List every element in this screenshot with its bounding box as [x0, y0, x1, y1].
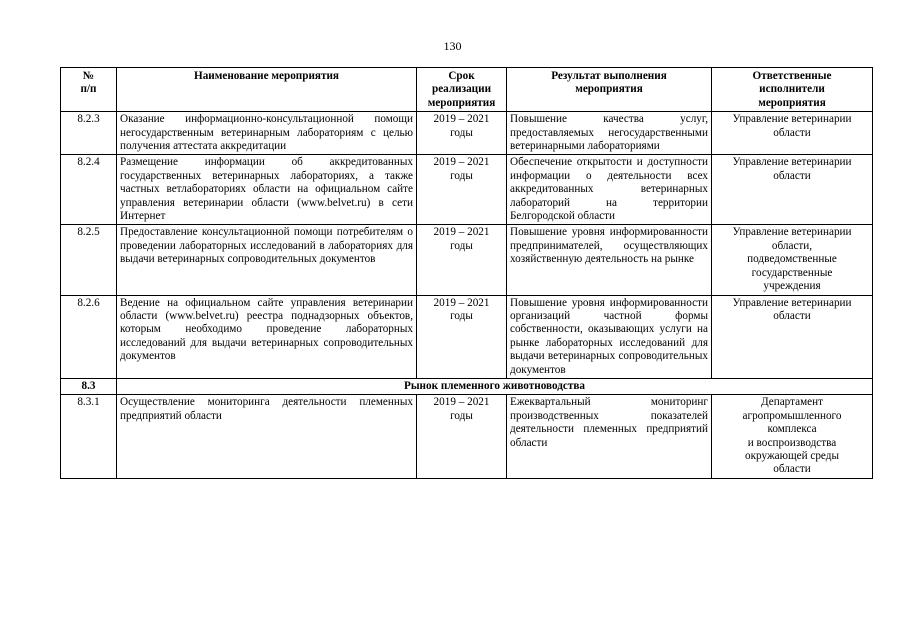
section-title: Рынок племенного животноводства — [117, 378, 873, 394]
cell-num: 8.3.1 — [61, 395, 117, 478]
cell-name: Осуществление мониторинга деятельности племенных предприятий области — [117, 395, 417, 478]
table-row — [61, 295, 873, 378]
cell-num: 8.2.5 — [61, 225, 117, 295]
cell-responsible: Управление ветеринарии области — [712, 112, 873, 155]
section-row — [61, 378, 873, 394]
table-header-row — [61, 68, 873, 112]
cell-result: Ежеквартальный мониторинг производственных показателей деятельности племенных предприятий области — [507, 395, 712, 478]
cell-term: 2019 – 2021 годы — [417, 395, 507, 478]
cell-term: 2019 – 2021 годы — [417, 225, 507, 295]
cell-responsible: Управление ветеринарии области, подведомственные государственные учреждения — [712, 225, 873, 295]
header-term: Срок реализации мероприятия — [417, 68, 507, 112]
header-result: Результат выполнения мероприятия — [507, 68, 712, 112]
table-row — [61, 225, 873, 295]
cell-result: Обеспечение открытости и доступности информации о деятельности всех аккредитованных ветеринарных лабораторий на территории Белгородской области — [507, 155, 712, 225]
cell-responsible: Управление ветеринарии области — [712, 295, 873, 378]
cell-name: Ведение на официальном сайте управления ветеринарии области (www.belvet.ru) реестра поднадзорных объектов, которым необходимо проведение лабораторных исследований для выдачи ветеринарных сопроводительных документов — [117, 295, 417, 378]
cell-name: Оказание информационно-консультационной помощи негосударственным ветеринарным лабораториям с целью получения аттестата аккредитации — [117, 112, 417, 155]
cell-term: 2019 – 2021 годы — [417, 112, 507, 155]
cell-responsible: Управление ветеринарии области — [712, 155, 873, 225]
cell-num: 8.2.3 — [61, 112, 117, 155]
cell-num: 8.2.6 — [61, 295, 117, 378]
header-responsible: Ответственные исполнители мероприятия — [712, 68, 873, 112]
table-row — [61, 112, 873, 155]
cell-name: Предоставление консультационной помощи потребителям о проведении лабораторных исследований в лабораториях для выдачи ветеринарных сопроводительных документов — [117, 225, 417, 295]
cell-result: Повышение уровня информированности предпринимателей, осуществляющих хозяйственную деятельность на рынке — [507, 225, 712, 295]
cell-responsible: Департамент агропромышленного комплекса и воспроизводства окружающей среды области — [712, 395, 873, 478]
cell-term: 2019 – 2021 годы — [417, 295, 507, 378]
cell-term: 2019 – 2021 годы — [417, 155, 507, 225]
page-number: 130 — [443, 39, 462, 53]
cell-result: Повышение качества услуг, предоставляемых негосударственными ветеринарными лабораториями — [507, 112, 712, 155]
cell-result: Повышение уровня информированности организаций частной формы собственности, оказывающих услуги на рынке лабораторных исследований для выдачи ветеринарных сопроводительных документов — [507, 295, 712, 378]
cell-name: Размещение информации об аккредитованных государственных ветеринарных лабораториях, а также частных ветлабораториях области на официальном сайте управления ветеринарии области (www.belvet.ru) в сети Интернет — [117, 155, 417, 225]
table-row — [61, 155, 873, 225]
header-name: Наименование мероприятия — [117, 68, 417, 112]
table-body — [61, 112, 873, 479]
header-num: № п/п — [61, 68, 117, 112]
measures-table — [60, 67, 873, 479]
section-num: 8.3 — [61, 378, 117, 394]
cell-num: 8.2.4 — [61, 155, 117, 225]
table-row — [61, 395, 873, 478]
